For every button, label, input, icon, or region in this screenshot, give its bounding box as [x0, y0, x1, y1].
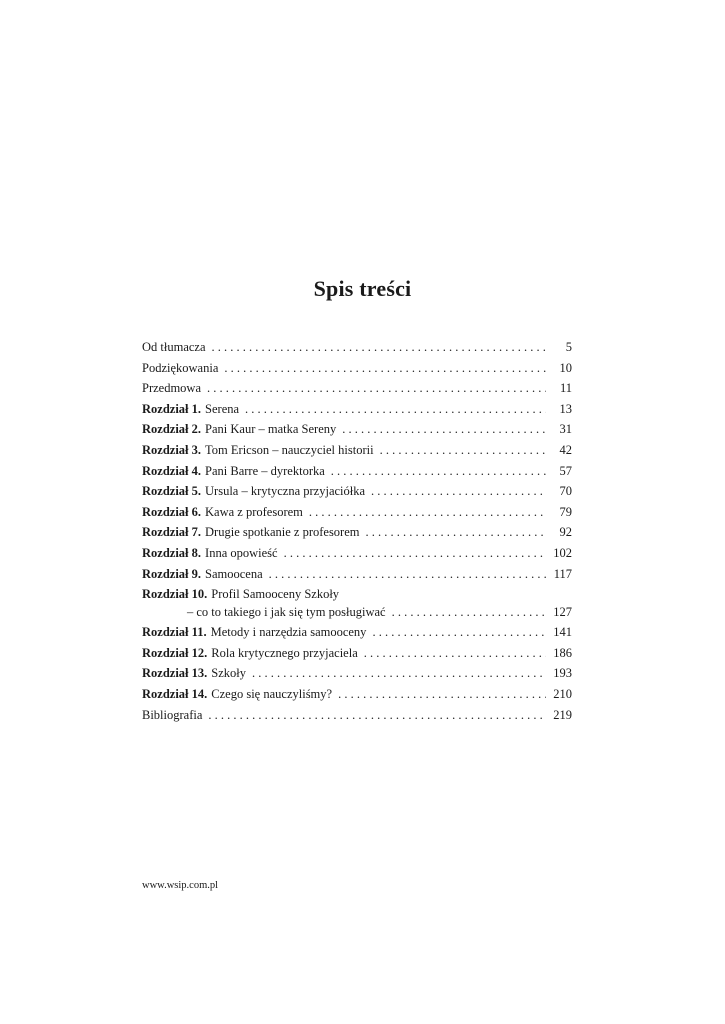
dot-leader: [392, 603, 546, 621]
chapter-number: Rozdział 4.: [142, 463, 202, 478]
toc-entry-bibliografia: [142, 705, 572, 726]
toc-entry-title: Profil Samooceny Szkoły: [211, 587, 340, 602]
toc-entry-chapter-3: [142, 440, 572, 461]
toc-page-number: 13: [559, 401, 572, 416]
toc-entry-chapter-9: [142, 564, 572, 585]
dot-leader: [309, 502, 546, 523]
toc-entry-chapter-7: [142, 522, 572, 543]
toc-entry-title: Pani Kaur – matka Sereny: [205, 422, 337, 437]
toc-page-number: 11: [559, 381, 572, 396]
toc-entry-chapter-12: [142, 643, 572, 664]
toc-entry-chapter-8: [142, 543, 572, 564]
dot-leader: [212, 337, 546, 358]
toc-page-number: 117: [553, 566, 572, 581]
toc-entry-title: Inna opowieść: [205, 545, 278, 560]
toc-entry-title: Bibliografia: [142, 707, 203, 722]
toc-entry-title: Pani Barre – dyrektorka: [205, 463, 325, 478]
page-title: Spis treści: [313, 276, 412, 301]
toc-entry-podziekowania: [142, 358, 572, 379]
toc-page-number: 92: [559, 525, 572, 540]
toc-page-number: 127: [553, 605, 572, 620]
toc-entry-title: Czego się nauczyliśmy?: [211, 686, 333, 701]
chapter-number: Rozdział 8.: [142, 545, 202, 560]
chapter-number: Rozdział 7.: [142, 525, 202, 540]
dot-leader: [380, 440, 546, 461]
toc-entry-title: Samoocena: [205, 566, 263, 581]
table-of-contents: [142, 337, 572, 725]
toc-page-number: 219: [553, 707, 572, 722]
toc-page-number: 141: [553, 625, 572, 640]
toc-entry-title: Od tłumacza: [142, 340, 206, 354]
toc-page-number: 79: [559, 504, 572, 519]
chapter-number: Rozdział 5.: [142, 484, 202, 499]
dot-leader: [338, 684, 546, 705]
toc-entry-chapter-10: [142, 584, 572, 622]
toc-entry-chapter-4: [142, 461, 572, 482]
toc-page-number: 210: [553, 686, 572, 701]
chapter-number: Rozdział 14.: [142, 686, 208, 701]
dot-leader: [224, 358, 546, 379]
dot-leader: [342, 419, 546, 440]
chapter-number: Rozdział 3.: [142, 442, 202, 457]
dot-leader: [245, 399, 546, 420]
dot-leader: [269, 564, 546, 585]
toc-page-number: 102: [553, 545, 572, 560]
toc-page-number: 31: [559, 422, 572, 437]
toc-page-number: 70: [559, 484, 572, 499]
toc-page-number: 10: [559, 360, 572, 375]
chapter-number: Rozdział 9.: [142, 566, 202, 581]
dot-leader: [284, 543, 546, 564]
toc-entry-title: Kawa z profesorem: [205, 504, 303, 519]
toc-entry-przedmowa: [142, 378, 572, 399]
toc-entry-title: Drugie spotkanie z profesorem: [205, 525, 360, 540]
chapter-number: Rozdział 13.: [142, 666, 208, 681]
dot-leader: [372, 622, 546, 643]
toc-entry-title: Szkoły: [211, 666, 247, 681]
chapter-number: Rozdział 10.: [142, 587, 208, 602]
toc-page-number: 186: [553, 645, 572, 660]
toc-page-number: 193: [553, 666, 572, 681]
toc-entry-chapter-6: [142, 502, 572, 523]
toc-entry-subtitle: – co to takiego i jak się tym posługiwać: [187, 605, 386, 620]
toc-entry-first-line: [142, 584, 572, 603]
toc-entry-title: Tom Ericson – nauczyciel historii: [205, 442, 374, 457]
dot-leader: [331, 461, 546, 482]
toc-page-number: 57: [559, 463, 572, 478]
toc-entry-chapter-2: [142, 419, 572, 440]
toc-entry-title: Rola krytycznego przyjaciela: [211, 645, 358, 660]
toc-entry-title: Podziękowania: [142, 360, 219, 375]
dot-leader: [207, 378, 546, 399]
chapter-number: Rozdział 12.: [142, 645, 208, 660]
toc-entry-title: Metody i narzędzia samooceny: [210, 625, 367, 640]
toc-entry-title: Przedmowa: [142, 381, 202, 396]
toc-entry-title: Ursula – krytyczna przyjaciółka: [205, 484, 366, 499]
toc-page-number: 42: [559, 442, 572, 457]
chapter-number: Rozdział 2.: [142, 422, 202, 437]
toc-entry-chapter-14: [142, 684, 572, 705]
dot-leader: [371, 481, 546, 502]
toc-entry-chapter-11: [142, 622, 572, 643]
chapter-number: Rozdział 6.: [142, 504, 202, 519]
chapter-number: Rozdział 1.: [142, 401, 202, 416]
dot-leader: [366, 522, 547, 543]
dot-leader: [252, 663, 546, 684]
toc-entry-title: Serena: [205, 401, 240, 416]
toc-entry-chapter-1: [142, 399, 572, 420]
toc-entry-chapter-13: [142, 663, 572, 684]
dot-leader: [364, 643, 546, 664]
chapter-number: Rozdział 11.: [142, 625, 207, 640]
toc-page-number: 5: [565, 340, 572, 354]
publisher-url: www.wsip.com.pl: [142, 880, 219, 891]
toc-entry-chapter-5: [142, 481, 572, 502]
toc-entry-second-line: [142, 603, 572, 622]
toc-entry-od-tlumacza: [142, 337, 572, 358]
dot-leader: [208, 705, 546, 726]
